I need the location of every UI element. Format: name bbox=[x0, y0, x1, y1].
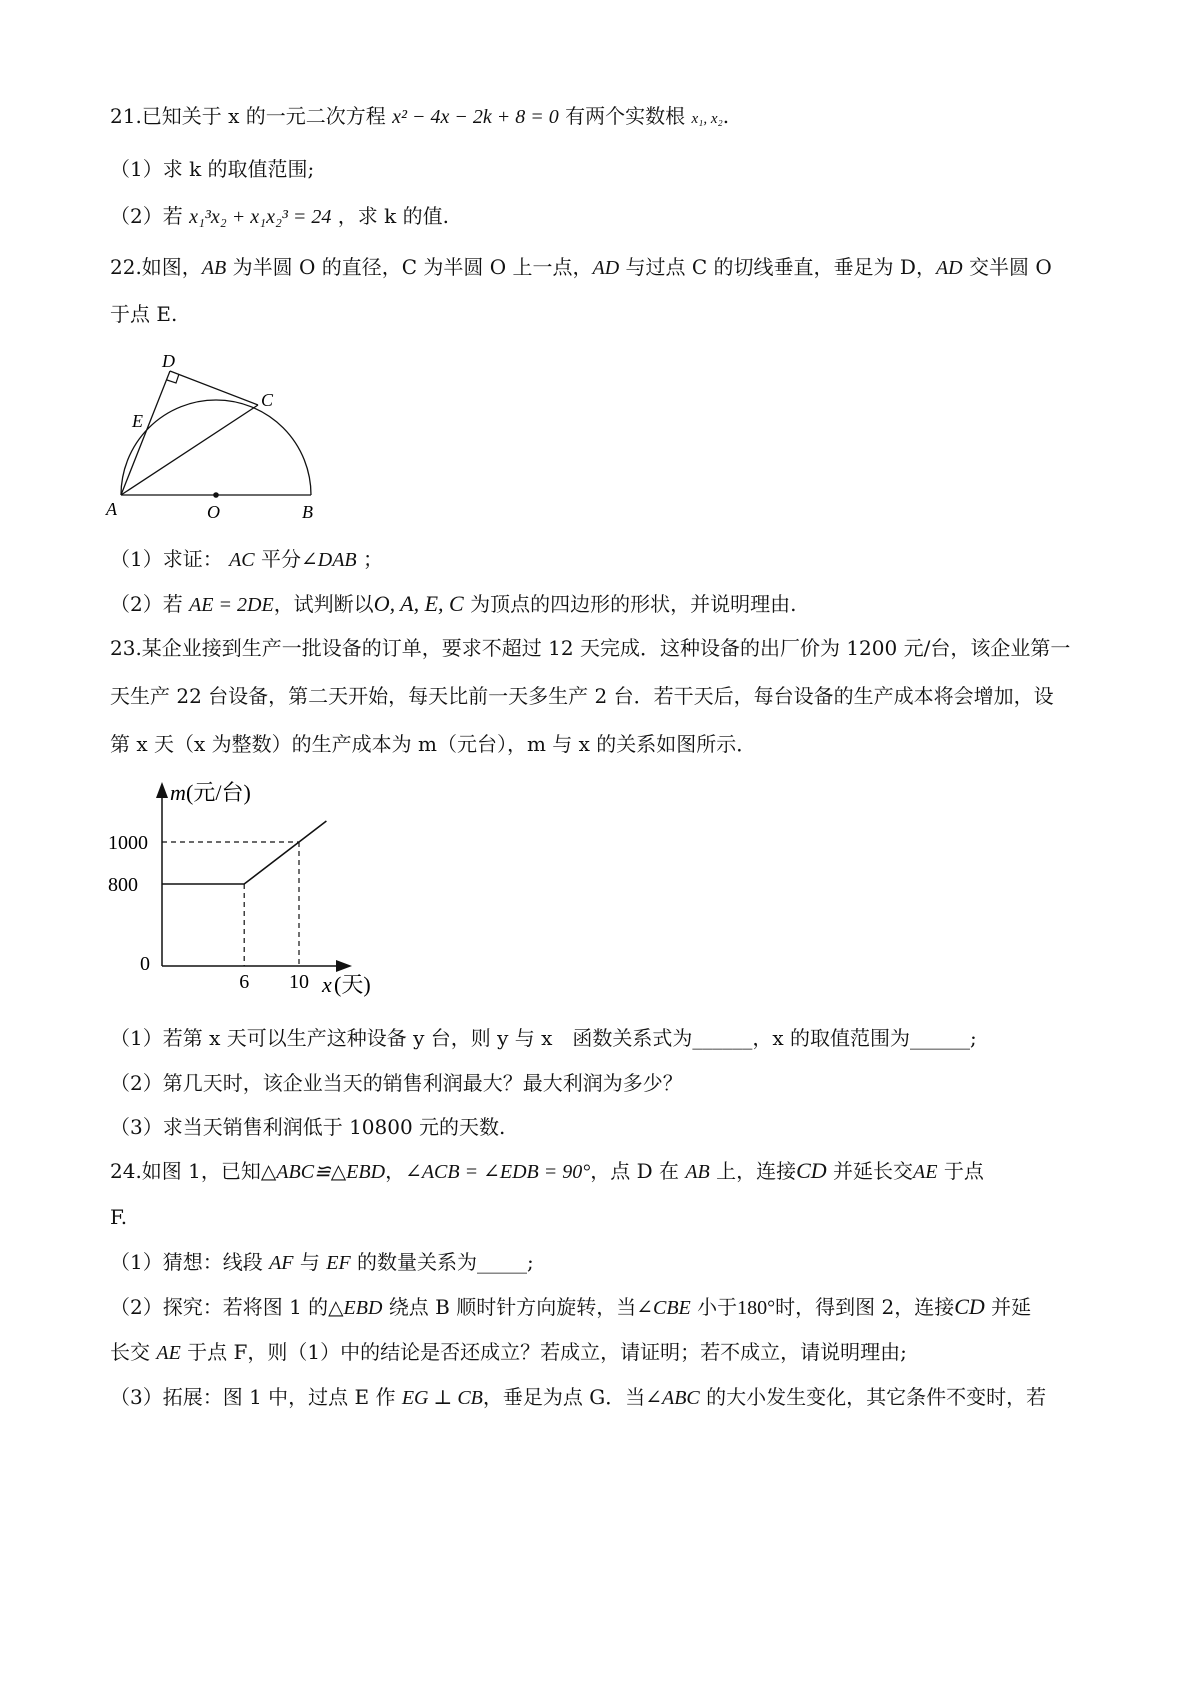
q24-text: 的数量关系为_____; bbox=[357, 1250, 534, 1274]
x-axis-arrow bbox=[336, 960, 352, 972]
x-axis-label-unit: (天) bbox=[334, 972, 371, 997]
label-e: E bbox=[132, 411, 143, 431]
y-axis-label-unit: (元/台) bbox=[186, 780, 251, 805]
q22-ac: AC bbox=[229, 549, 255, 571]
q23-stem-line3: 第 x 天（x 为整数）的生产成本为 m（元台），m 与 x 的关系如图所示． bbox=[110, 732, 757, 756]
q24-angle: ∠ABC bbox=[645, 1387, 700, 1409]
origin-label: 0 bbox=[140, 953, 150, 975]
q22-ad: AD bbox=[592, 257, 620, 279]
q23-part2: （2）第几天时，该企业当天的销售利润最大？最大利润为多少？ bbox=[110, 1071, 683, 1095]
q22-text: 平分 bbox=[261, 547, 302, 571]
q22-part1 bbox=[110, 545, 383, 574]
q24-text: （2）探究：若将图 1 的 bbox=[110, 1295, 329, 1319]
label-d: D bbox=[162, 351, 175, 371]
q24-text: （3）拓展：图 1 中，过点 E 作 bbox=[110, 1385, 396, 1409]
q24-ab: AB bbox=[685, 1161, 710, 1183]
q23-stem-line2: 天生产 22 台设备，第二天开始，每天比前一天多生产 2 台．若干天后，每台设备的生产成本将会增加，设 bbox=[110, 684, 1054, 708]
q22-text: 与过点 C 的切线垂直，垂足为 D， bbox=[625, 255, 936, 279]
q24-perpendicular: EG ⊥ CB bbox=[401, 1387, 483, 1409]
cost-series-line bbox=[162, 821, 326, 884]
q24-text: 时，得到图 2，连接 bbox=[775, 1295, 955, 1319]
q22-points: O, A, E, C bbox=[373, 591, 464, 616]
center-o-dot bbox=[213, 492, 219, 498]
semicircle-figure bbox=[100, 350, 340, 530]
q22-stem-line1 bbox=[110, 253, 1052, 282]
q22-text: ，试判断以 bbox=[273, 592, 374, 616]
q24-text: ， bbox=[385, 1159, 406, 1183]
q24-text: 小于 bbox=[697, 1295, 738, 1319]
q24-text: 于点 F，则（1）中的结论是否还成立？若成立，请证明；若不成立，请说明理由; bbox=[187, 1340, 907, 1364]
q22-angle: ∠DAB bbox=[301, 549, 357, 571]
q24-triangle: △EBD bbox=[328, 1297, 383, 1319]
label-b: B bbox=[302, 502, 313, 522]
q21-text: 有两个实数根 bbox=[565, 104, 686, 128]
q24-ae: AE bbox=[156, 1342, 181, 1364]
q21-part1: （1）求 k 的取值范围; bbox=[110, 157, 315, 181]
q24-text: （1）猜想：线段 bbox=[110, 1250, 263, 1274]
q23-part1: （1）若第 x 天可以生产这种设备 y 台，则 y 与 x 函数关系式为______，x 的取值范围为______; bbox=[110, 1026, 977, 1050]
q22-ad: AD bbox=[935, 257, 963, 279]
q24-part2-line1 bbox=[110, 1293, 1031, 1322]
q24-ae: AE bbox=[913, 1161, 938, 1183]
q24-part3 bbox=[110, 1383, 1046, 1412]
q24-cd: CD bbox=[954, 1294, 985, 1319]
q24-stem-line2: F. bbox=[110, 1205, 128, 1229]
q21-text: 21.已知关于 x 的一元二次方程 bbox=[110, 104, 386, 128]
q24-angle: ∠ACB = ∠EDB = 90° bbox=[405, 1161, 591, 1183]
q24-part1 bbox=[110, 1248, 534, 1277]
q22-text: （1）求证： bbox=[110, 547, 223, 571]
q22-text: 为顶点的四边形的形状，并说明理由. bbox=[470, 592, 797, 616]
q21-equation: x² − 4x − 2k + 8 = 0 bbox=[392, 106, 559, 128]
q24-af: AF bbox=[269, 1252, 294, 1274]
y-tick-1000: 1000 bbox=[108, 832, 148, 854]
q22-text: 22.如图， bbox=[110, 255, 202, 279]
q24-text: 24.如图 1，已知 bbox=[110, 1159, 261, 1183]
x-tick-6: 6 bbox=[239, 971, 250, 993]
x-tick-10: 10 bbox=[289, 971, 309, 993]
q24-text: 与 bbox=[299, 1250, 320, 1274]
q24-text: 并延长交 bbox=[833, 1159, 914, 1183]
x-axis-label-var: x bbox=[322, 972, 332, 997]
q24-congruence: △ABC≌△EBD bbox=[260, 1161, 386, 1183]
q22-text: ； bbox=[363, 547, 384, 571]
y-axis-label-var: m bbox=[170, 780, 186, 805]
q22-part2 bbox=[110, 590, 796, 619]
q21-part2-equation: x₁³x₂ + x₁x₂³ = 24 bbox=[189, 206, 332, 228]
cost-chart bbox=[100, 770, 400, 1010]
semicircle-arc bbox=[121, 400, 311, 495]
q24-text: 上，连接 bbox=[716, 1159, 797, 1183]
q24-text: ，垂足为点 G．当 bbox=[482, 1385, 646, 1409]
y-axis-arrow bbox=[156, 782, 168, 798]
q24-text: 的大小发生变化，其它条件不变时，若 bbox=[706, 1385, 1047, 1409]
q24-stem-line1 bbox=[110, 1157, 984, 1186]
q24-cd: CD bbox=[796, 1158, 827, 1183]
q24-part2-line2 bbox=[110, 1338, 907, 1367]
q21-stem bbox=[110, 102, 729, 133]
q22-stem-line2: 于点 E. bbox=[110, 302, 178, 326]
label-c: C bbox=[261, 390, 274, 410]
q24-text: ，点 D 在 bbox=[590, 1159, 679, 1183]
segment-ad bbox=[121, 371, 170, 495]
q23-part3: （3）求当天销售利润低于 10800 元的天数. bbox=[110, 1115, 506, 1139]
label-o: O bbox=[207, 502, 220, 522]
q24-text: 长交 bbox=[110, 1340, 150, 1364]
q24-degree: 180° bbox=[737, 1297, 776, 1319]
y-tick-800: 800 bbox=[108, 874, 138, 896]
q24-text: 绕点 B 顺时针方向旋转，当 bbox=[388, 1295, 637, 1319]
q24-angle: ∠CBE bbox=[636, 1297, 691, 1319]
q21-roots: x₁, x₂ bbox=[691, 111, 723, 127]
q24-text: 并延 bbox=[991, 1295, 1032, 1319]
q22-text: （2）若 bbox=[110, 592, 183, 616]
q24-ef: EF bbox=[326, 1252, 351, 1274]
label-a: A bbox=[106, 499, 117, 519]
q22-text: 交半圆 O bbox=[968, 255, 1052, 279]
chart-guides bbox=[162, 842, 299, 966]
q23-stem-line1: 23.某企业接到生产一批设备的订单，要求不超过 12 天完成．这种设备的出厂价为 1200 元/台，该企业第一 bbox=[110, 636, 1071, 660]
q22-ab: AB bbox=[201, 257, 227, 279]
q24-text: 于点 bbox=[943, 1159, 984, 1183]
q22-equation: AE = 2DE bbox=[189, 594, 274, 616]
q21-text: . bbox=[722, 104, 730, 128]
q21-part2 bbox=[110, 202, 449, 231]
q22-text: 为半圆 O 的直径，C 为半圆 O 上一点， bbox=[232, 255, 593, 279]
q21-text: （2）若 bbox=[110, 204, 183, 228]
q21-text: ，求 k 的值. bbox=[337, 204, 449, 228]
